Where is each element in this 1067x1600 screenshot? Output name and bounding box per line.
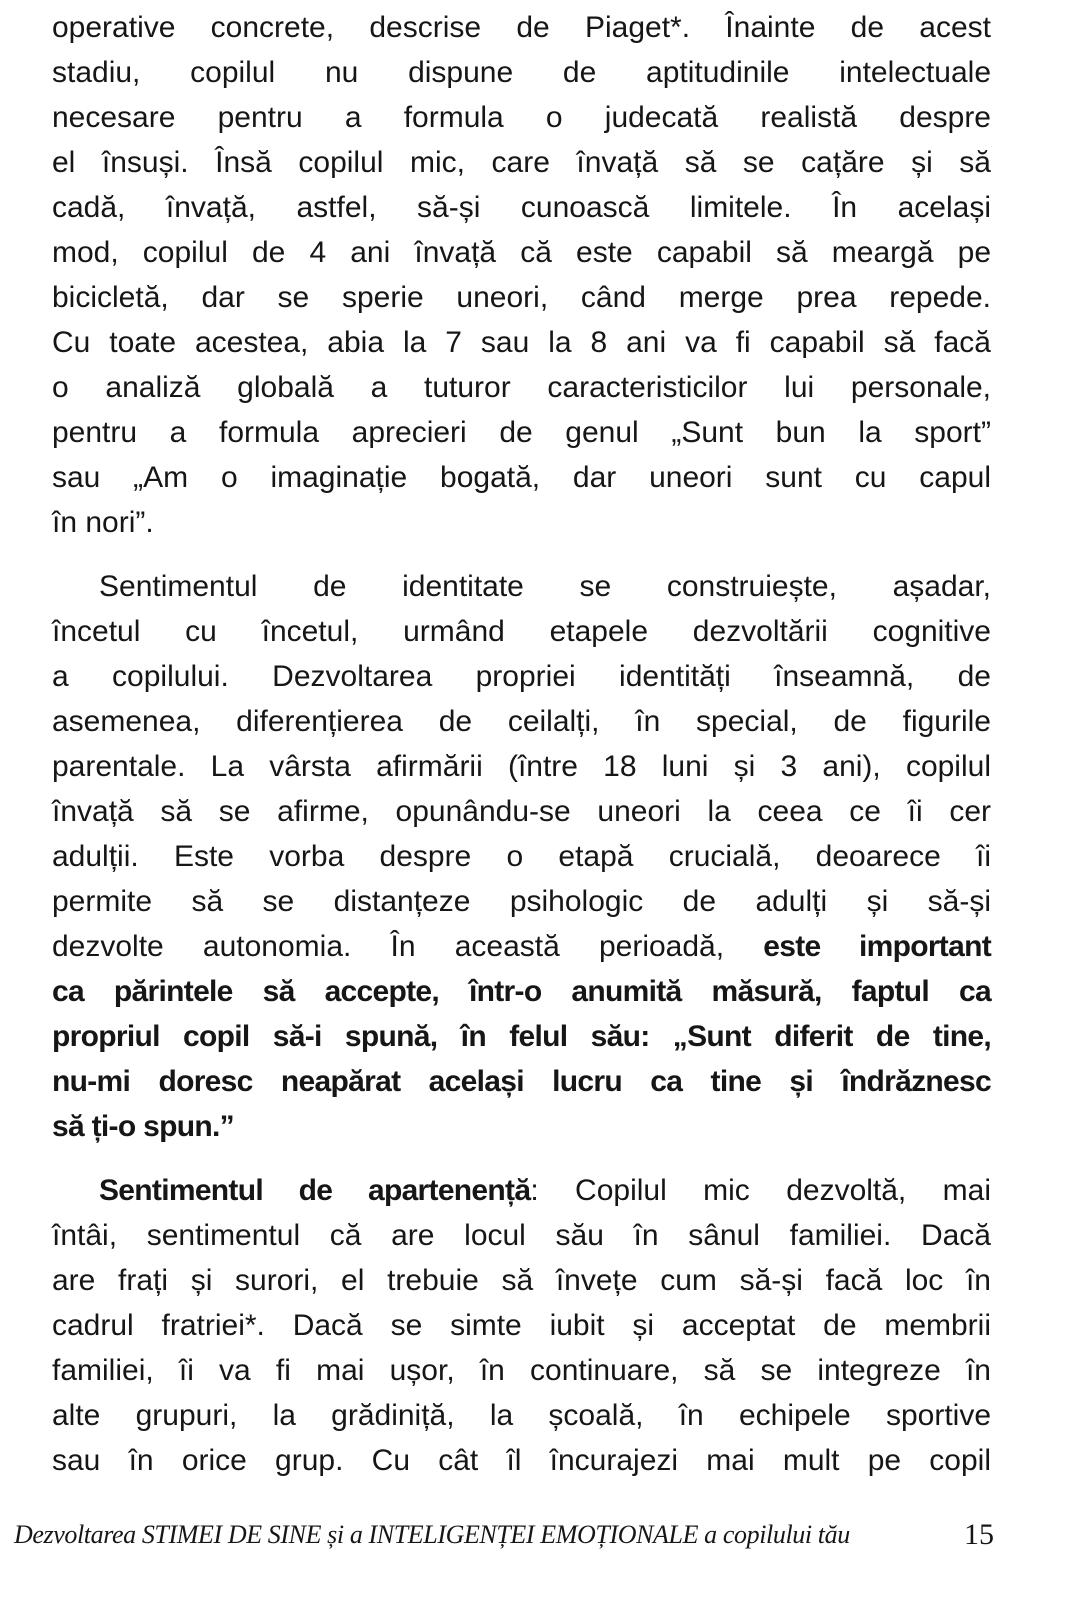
text-segment: în nori”. [52,506,154,539]
text-line [52,275,991,320]
text-line [52,564,991,609]
text-line [52,500,991,545]
text-segment: Cu toate acestea, abia la 7 sau la 8 ani va fi capabil să facă [52,326,991,359]
text-line [52,1213,991,1258]
paragraph [52,5,991,545]
text-segment: sau „Am o imaginație bogată, dar uneori sunt cu capul [52,461,991,494]
page-footer [14,1515,994,1555]
text-segment: sau în orice grup. Cu cât îl încurajezi mai mult pe copil [52,1444,991,1477]
text-line [52,230,991,275]
running-footer-book-title: Dezvoltarea STIMEI DE SINE și a INTELIGENȚEI EMOȚIONALE a copilului tău [14,1520,850,1549]
text-segment: cadrul fratriei*. Dacă se simte iubit și acceptat de membrii [52,1309,991,1342]
text-segment: mod, copilul de 4 ani învață că este capabil să meargă pe [52,236,991,269]
text-segment: încetul cu încetul, urmând etapele dezvoltării cognitive [52,615,991,648]
text-line [52,320,991,365]
text-line [52,140,991,185]
text-segment: el însuși. Însă copilul mic, care învață să se cațăre și să [52,146,991,179]
text-line [52,1168,991,1213]
text-line [52,1258,991,1303]
text-segment: necesare pentru a formula o judecată realistă despre [52,101,991,134]
text-segment: familiei, îi va fi mai ușor, în continuare, să se integreze în [52,1354,991,1387]
bold-text: nu-mi doresc neapărat același lucru ca tine și îndrăznesc [52,1065,991,1098]
text-line [52,1014,991,1059]
paragraph [52,564,991,1149]
text-line [52,924,991,969]
bold-text: să ți-o spun.” [52,1110,234,1143]
text-segment: dezvolte autonomia. În această perioadă, [52,930,764,963]
text-line [52,789,991,834]
text-segment: bicicletă, dar se sperie uneori, când merge prea repede. [52,281,991,314]
text-segment: : Copilul mic dezvoltă, mai [530,1174,991,1207]
text-line [52,95,991,140]
text-segment: pentru a formula aprecieri de genul „Sunt bun la sport” [52,416,991,449]
text-segment: asemenea, diferențierea de ceilalți, în special, de figurile [52,705,991,738]
text-line [52,834,991,879]
text-line [52,5,991,50]
text-line [52,1393,991,1438]
text-segment: parentale. La vârsta afirmării (între 18 luni și 3 ani), copilul [52,750,991,783]
text-segment: adulții. Este vorba despre o etapă crucială, deoarece îi [52,840,991,873]
page-number: 15 [964,1518,994,1551]
text-segment: învață să se afirme, opunându-se uneori la ceea ce îi cer [52,795,991,828]
text-line [52,1059,991,1104]
text-segment: a copilului. Dezvoltarea propriei identități înseamnă, de [52,660,991,693]
text-segment: întâi, sentimentul că are locul său în sânul familiei. Dacă [52,1219,991,1252]
text-segment: o analiză globală a tuturor caracteristicilor lui personale, [52,371,991,404]
text-line [52,365,991,410]
text-segment: permite să se distanțeze psihologic de adulți și să-și [52,885,991,918]
bold-text: Sentimentul de apartenență [99,1174,531,1207]
text-line [52,699,991,744]
text-line [52,1104,991,1149]
body-text [52,5,991,1502]
text-line [52,185,991,230]
text-segment: are frați și surori, el trebuie să învețe cum să-și facă loc în [52,1264,991,1297]
text-segment: stadiu, copilul nu dispune de aptitudinile intelectuale [52,56,991,89]
text-segment: alte grupuri, la grădiniță, la școală, în echipele sportive [52,1399,991,1432]
text-line [52,455,991,500]
text-line [52,1348,991,1393]
text-line [52,879,991,924]
bold-text: ca părintele să accepte, într-o anumită măsură, faptul ca [52,975,991,1008]
text-line [52,50,991,95]
paragraph [52,1168,991,1483]
text-line [52,1303,991,1348]
text-line [52,654,991,699]
bold-text: este important [763,930,991,963]
text-line [52,609,991,654]
text-line [52,1438,991,1483]
text-line [52,410,991,455]
text-line [52,744,991,789]
text-segment: Sentimentul de identitate se construiește, așadar, [99,570,991,603]
bold-text: propriul copil să-i spună, în felul său: „Sunt diferit de tine, [52,1020,991,1053]
text-segment: cadă, învață, astfel, să-și cunoască limitele. În același [52,191,991,224]
text-line [52,969,991,1014]
text-segment: operative concrete, descrise de Piaget*. Înainte de acest [52,11,991,44]
